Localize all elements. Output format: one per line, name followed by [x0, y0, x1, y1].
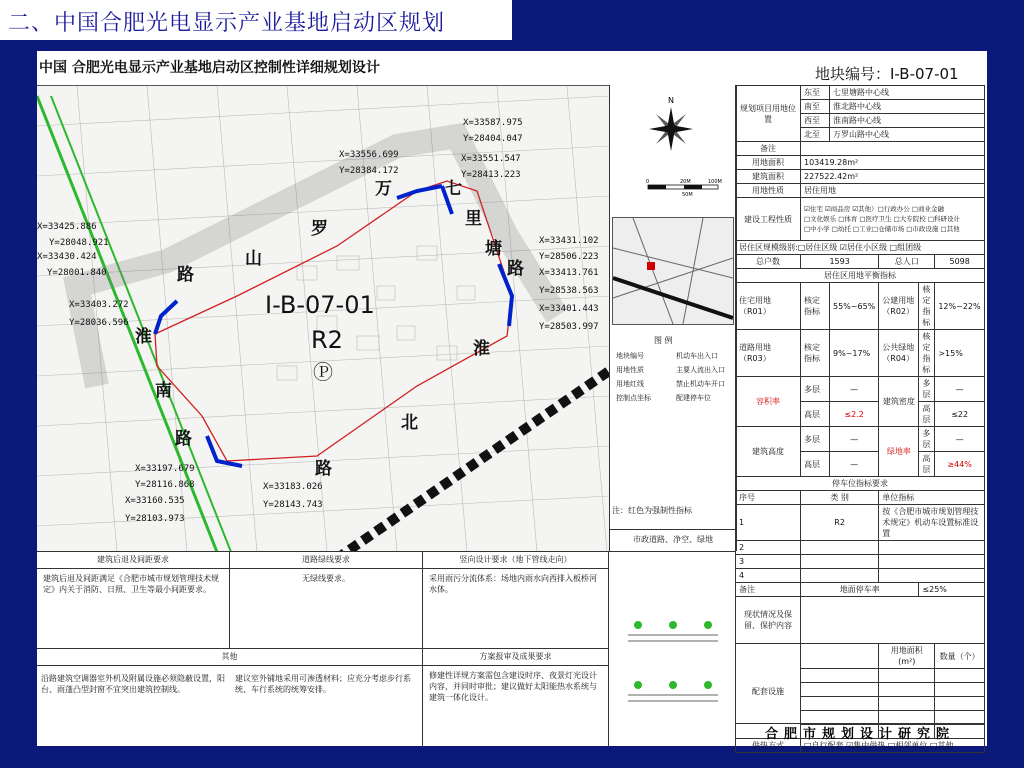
- density-multi-value: —: [935, 377, 985, 402]
- height-label: 建筑高度: [736, 427, 801, 477]
- coord-label: Y=28001.840: [47, 268, 107, 278]
- green-multi-value: —: [935, 427, 985, 452]
- coord-label: X=33160.535: [125, 496, 185, 506]
- far-high-value: ≤2.2: [830, 402, 879, 427]
- heating-label: 供热方式: [736, 739, 801, 753]
- scale-bar: [646, 177, 726, 197]
- legend-item: 用地红线: [616, 380, 644, 388]
- nature-label: 建设工程性质: [736, 198, 801, 241]
- road-huai2: 淮: [473, 339, 490, 359]
- density-label: 建筑密度: [879, 377, 919, 427]
- far-multi-value: —: [830, 377, 879, 402]
- green-line-body: 无绿线要求。: [302, 574, 350, 583]
- r02-value: 12%~22%: [935, 283, 985, 330]
- south-label: 南至: [801, 100, 830, 114]
- vertical-header: 竖向设计要求（地下管线走向）: [423, 552, 608, 569]
- parking-symbol: Ⓟ: [313, 360, 333, 384]
- requirements-panel: [37, 551, 735, 747]
- green-high-label: 高层: [919, 452, 935, 477]
- planning-sheet: [37, 51, 987, 750]
- road-qi: 七: [445, 179, 462, 199]
- seq-4: 4: [736, 569, 801, 583]
- slide-title: 二、中国合肥光电显示产业基地启动区规划: [8, 11, 446, 36]
- facilities-label: 配套设施: [736, 644, 801, 739]
- setback-body: 建筑后退及间距满足《合肥市城市规划管理技术规定》内关于消防、日照、卫生等最小间距要求。: [43, 574, 219, 594]
- r04-label: 公共绿地（R04）: [879, 330, 919, 377]
- fac-count-header: 数量（个）: [935, 644, 985, 669]
- density-multi-label: 多层: [919, 377, 935, 402]
- legend-item: 禁止机动车开口: [676, 380, 725, 388]
- green-high-value: ≥44%: [935, 452, 985, 477]
- legend-item: 主要人流出入口: [676, 366, 725, 374]
- height-high-label: 高层: [801, 452, 830, 477]
- population-value: 5098: [935, 255, 985, 269]
- coord-label: Y=28506.223: [539, 252, 599, 262]
- map-plot-code: Ⅰ-B-07-01: [265, 291, 375, 319]
- far-high-label: 高层: [801, 402, 830, 427]
- coord-label: X=33587.975: [463, 118, 523, 128]
- ground-parking-label: 地面停车率: [801, 583, 919, 597]
- north-arrow-icon: [646, 95, 696, 155]
- r02-kind: 核定指标: [919, 283, 935, 330]
- road-shan: 山: [245, 249, 262, 269]
- far-multi-label: 多层: [801, 377, 830, 402]
- ground-parking-value: ≤25%: [919, 583, 985, 597]
- r02-label: 公建用地（R02）: [879, 283, 919, 330]
- legend-item: 用地性质: [616, 366, 644, 374]
- area-label: 用地面积: [736, 156, 801, 170]
- road-lu1: 路: [507, 259, 524, 279]
- legend-column: [609, 85, 737, 551]
- green-rate-label: 绿地率: [879, 427, 919, 477]
- row1-value: 按《合肥市城市规划管理技术规定》机动车设置标准设置: [879, 505, 985, 541]
- fac-area-header: 用地面积(m²): [879, 644, 935, 669]
- density-high-label: 高层: [919, 402, 935, 427]
- density-high-value: ≤22: [935, 402, 985, 427]
- vertical-body: 采用雨污分流体系：场地内雨水向西排入板桥河水体。: [429, 574, 597, 594]
- site-map: [37, 85, 609, 552]
- scale-0: 0: [646, 179, 650, 185]
- floor-area-value: 227522.42m²: [801, 170, 985, 184]
- other-body-1: 沿路建筑空调器室外机及附属设施必须隐蔽设置，阳台、雨蓬凸型封窗不宜突出建筑控制线。: [41, 674, 225, 694]
- coord-label: X=33551.547: [461, 154, 521, 164]
- households-label: 总户数: [736, 255, 801, 269]
- r04-value: >15%: [935, 330, 985, 377]
- scale-100: 100M: [708, 179, 722, 185]
- map-zone: R2: [311, 326, 343, 354]
- r03-kind: 核定指标: [801, 330, 830, 377]
- coord-label: Y=28404.047: [463, 134, 523, 144]
- coord-label: X=33413.761: [539, 268, 599, 278]
- other-header: 其他: [37, 649, 422, 666]
- green-multi-label: 多层: [919, 427, 935, 452]
- legend-item: 机动车出入口: [676, 352, 718, 360]
- west-value: 淮南路中心线: [830, 114, 985, 128]
- setback-header: 建筑后退及间距要求: [37, 552, 229, 569]
- height-multi-label: 多层: [801, 427, 830, 452]
- row1-category: R2: [801, 505, 879, 541]
- road-bei: 北: [401, 413, 418, 433]
- location-inset-map: [612, 217, 734, 325]
- households-value: 1593: [801, 255, 879, 269]
- road-luo: 罗: [311, 219, 328, 239]
- slide-title-bar: [0, 0, 512, 40]
- coord-label: X=33431.102: [539, 236, 599, 246]
- coord-label: Y=28538.563: [539, 286, 599, 296]
- coord-label: X=33401.443: [539, 304, 599, 314]
- green-line-header: 道路绿线要求: [230, 552, 422, 569]
- seq-3: 3: [736, 555, 801, 569]
- indicator-table: [735, 85, 985, 750]
- road-li: 里: [465, 209, 482, 229]
- green-line-cell: [230, 552, 423, 648]
- coord-label: Y=28143.743: [263, 500, 323, 510]
- other-body-2: 建议室外铺地采用可渗透材料；应充分考虑步行系统、车行系统的统筹安排。: [235, 674, 411, 694]
- legend-item: 控制点坐标: [616, 394, 651, 402]
- vertical-cell: [423, 552, 609, 648]
- south-value: 淮北路中心线: [830, 100, 985, 114]
- seq-header: 序号: [736, 491, 801, 505]
- r01-value: 55%~65%: [830, 283, 879, 330]
- land-use-label: 用地性质: [736, 184, 801, 198]
- setback-cell: [37, 552, 230, 648]
- north-label: 北至: [801, 128, 830, 142]
- road-huai1: 淮: [135, 327, 152, 347]
- road-nan: 南: [155, 381, 172, 401]
- north-label: N: [668, 96, 674, 105]
- sheet-title: 中国 合肥光电显示产业基地启动区控制性详细规划设计: [39, 60, 380, 76]
- status-label: 现状情况及保留、保护内容: [736, 597, 801, 644]
- population-label: 总人口: [879, 255, 935, 269]
- area-value: 103419.28m²: [801, 156, 985, 170]
- height-high-value: —: [830, 452, 879, 477]
- coord-label: X=33430.424: [37, 252, 97, 262]
- coord-label: X=33183.026: [263, 482, 323, 492]
- coord-label: Y=28048.921: [49, 238, 109, 248]
- east-label: 东至: [801, 86, 830, 100]
- west-label: 西至: [801, 114, 830, 128]
- coord-label: Y=28103.973: [125, 514, 185, 524]
- scale-50: 50M: [682, 192, 693, 197]
- parking-title: 停车位指标要求: [736, 477, 985, 491]
- category-header: 类 别: [801, 491, 879, 505]
- scheme-cell: [423, 648, 609, 747]
- r03-value: 9%~17%: [830, 330, 879, 377]
- east-value: 七里塘路中心线: [830, 86, 985, 100]
- remarks-label-2: 备注: [736, 583, 801, 597]
- road-lu3: 路: [175, 429, 192, 449]
- road-lu4: 路: [315, 459, 332, 479]
- r01-label: 住宅用地（R01）: [736, 283, 801, 330]
- coord-label: Y=28116.868: [135, 480, 195, 490]
- road-wan: 万: [375, 179, 392, 199]
- nature-line-2: □文化娱乐 □体育 □医疗卫生 □大专院校 □科研设计: [804, 215, 960, 223]
- plot-number: 地块编号：Ⅰ-B-07-01: [815, 65, 959, 83]
- remarks-label: 备注: [736, 142, 801, 156]
- land-use-value: 居住用地: [801, 184, 985, 198]
- floor-area-label: 建筑面积: [736, 170, 801, 184]
- other-cell: [37, 648, 423, 747]
- legend-title: 图 例: [654, 336, 673, 345]
- height-multi-value: —: [830, 427, 879, 452]
- coord-label: X=33403.272: [69, 300, 129, 310]
- seq-2: 2: [736, 541, 801, 555]
- coord-label: X=33425.886: [37, 222, 97, 232]
- balance-title: 居住区用地平衡指标: [736, 269, 985, 283]
- seq-1: 1: [736, 505, 801, 541]
- legend-item: 配建停车位: [676, 394, 711, 402]
- heating-value: □自行配套 ☑集中供热 □相邻单位 □其他: [801, 739, 985, 753]
- far-label: 容积率: [736, 377, 801, 427]
- scale-20: 20M: [680, 179, 691, 185]
- road-lu2: 路: [177, 265, 194, 285]
- unit-header: 单位指标: [879, 491, 985, 505]
- scheme-body: 修建性详规方案需包含建设时序、夜景灯光设计内容，并同时审批；建议做好太阳能热水系统与建筑一体化设计。: [429, 671, 597, 702]
- r04-kind: 核定指标: [919, 330, 935, 377]
- north-value: 万罗山路中心线: [830, 128, 985, 142]
- nature-line-1: ☑住宅 ☑商品房 ☑其他）□行政办公 □商业金融: [804, 205, 944, 213]
- coord-label: Y=28413.223: [461, 170, 521, 180]
- coord-label: X=33556.699: [339, 150, 399, 160]
- road-tang: 塘: [485, 239, 502, 259]
- coord-label: Y=28503.997: [539, 322, 599, 332]
- scale-row: 居住区规模级别:□居住区级 ☑居住小区级 □组团级: [736, 241, 985, 255]
- road-section-title: 市政道路、净空、绿地: [610, 529, 736, 545]
- coord-label: Y=28384.172: [339, 166, 399, 176]
- institute-footer: 合肥市规划设计研究院: [735, 723, 985, 746]
- legend-item: 地块编号: [616, 352, 644, 360]
- location-label: 规划项目用地位置: [736, 86, 801, 142]
- coord-label: X=33197.679: [135, 464, 195, 474]
- scheme-header: 方案报审及成果要求: [423, 649, 608, 666]
- coord-label: Y=28036.596: [69, 318, 129, 328]
- nature-line-3: □中小学 □幼托 □工业□仓储市场 □市政设施 □其他: [804, 225, 960, 233]
- legend-note: 注：红色为强制性指标: [612, 506, 692, 515]
- r01-kind: 核定指标: [801, 283, 830, 330]
- r03-label: 道路用地（R03）: [736, 330, 801, 377]
